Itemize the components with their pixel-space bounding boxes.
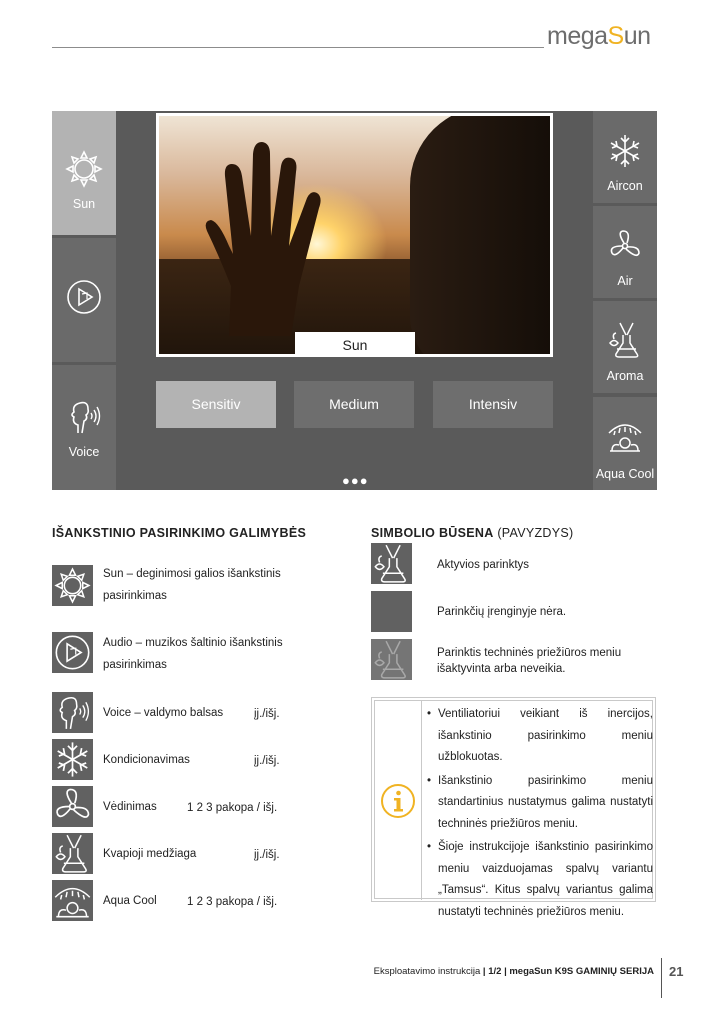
tile-audio[interactable] [52,238,116,362]
status-active-icon-box [371,543,412,584]
option-air-label: Vėdinimas [103,801,157,813]
aqua-cool-option-icon-box [52,880,93,921]
snowflake-icon [607,133,643,169]
status-active-text: Aktyvios parinktys [437,559,530,571]
aroma-icon [606,321,644,359]
tile-sun[interactable] [52,111,116,235]
status-heading: SIMBOLIO BŪSENA (PAVYZDYS) [371,526,574,540]
voice-option-icon-box [52,692,93,733]
status-disabled-icon-box [371,639,412,680]
sun-preview-photo [156,113,553,357]
aroma-option-icon-box [52,833,93,874]
option-sun-line2: pasirinkimas [103,590,167,602]
sun-icon [52,565,93,606]
tile-sun-label: Sun [72,197,96,211]
option-aqua-cool-state: 1 2 3 pakopa / išj. [187,896,278,908]
audio-play-icon [52,632,93,673]
status-disabled-text: Parinktis techninės priežiūros meniu išaktyvinta arba neveikia. [437,647,622,675]
option-aircon-state: įj./išj. [254,755,280,767]
sun-icon [64,149,104,189]
info-icon [380,783,416,819]
tile-aroma-label: Aroma [606,369,644,383]
fan-icon [607,228,643,264]
tile-voice-label: Voice [68,445,100,459]
option-audio-line1: Audio – muzikos šaltinio išankstinis [103,637,283,649]
status-none-text: Parinkčių įrenginyje nėra. [437,606,567,618]
pager-dots[interactable]: ●●● [342,473,369,488]
info-icon-cell [375,701,422,900]
info-note-box [371,697,656,918]
aircon-option-icon-box [52,739,93,780]
tile-aroma[interactable] [593,301,657,393]
tile-air-label: Air [617,274,633,288]
left-tile-column [52,111,116,490]
option-audio-line2: pasirinkimas [103,659,167,671]
tile-aqua-cool-label: Aqua Cool [595,467,655,481]
option-air-state: 1 2 3 pakopa / išj. [187,802,278,814]
tile-air[interactable] [593,206,657,298]
fan-icon [52,786,93,827]
footer-text: Eksploatavimo instrukcija | 1/2 | megaSun K9S GAMINIŲ SERIJA [373,966,654,977]
option-aqua-cool-label: Aqua Cool [103,895,157,907]
megasun-logo: megaSun [547,22,651,50]
note-item-2: • Išankstinio pasirinkimo meniu standartinius nustatymus galima nustatyti techninės priežiūros meniu. [427,771,653,836]
option-sun-line1: Sun – deginimosi galios išankstinis [103,568,281,580]
option-aircon-label: Kondicionavimas [103,754,190,766]
snowflake-icon [52,739,93,780]
option-aroma-label: Kvapioji medžiaga [103,848,197,860]
voice-icon [52,692,93,733]
voice-icon [64,397,104,437]
audio-option-icon-box [52,632,93,673]
options-heading: IŠANKSTINIO PASIRINKIMO GALIMYBĖS [52,526,307,540]
aqua-cool-icon [606,417,644,455]
audio-play-icon [65,278,103,316]
option-aroma-state: įj./išj. [254,849,280,861]
status-none-icon-box [371,591,412,632]
aroma-icon [52,833,93,874]
hand-silhouette [199,136,339,336]
air-option-icon-box [52,786,93,827]
mode-medium-button[interactable]: Medium [294,381,414,428]
aroma-icon [371,543,412,584]
right-tile-column [593,111,657,490]
page-number: 21 [669,964,684,979]
info-note-inner [374,700,653,918]
aroma-icon [371,639,412,680]
mode-intensiv-button[interactable]: Intensiv [433,381,553,428]
control-panel-mockup [52,111,657,490]
footer-divider [661,958,662,998]
option-voice-state: įj./išj. [254,708,280,720]
sun-option-icon-box [52,565,93,606]
note-item-3: • Šioje instrukcijoje išankstinio pasirinkimo meniu vaizduojamas spalvų variantu „Tamsus“. Kitus spalvų variantus galima nustatyti techninės priežiūros meniu. [427,837,653,923]
tile-aircon-label: Aircon [607,179,643,193]
header-rule [52,47,544,48]
tile-aircon[interactable] [593,111,657,203]
photo-caption: Sun [295,332,415,357]
tile-aqua-cool[interactable] [593,397,657,490]
option-voice-label: Voice – valdymo balsas [103,707,224,719]
note-item-1: • Ventiliatoriui veikiant iš inercijos, išankstinio pasirinkimo meniu užblokuotas. [427,704,653,769]
aqua-cool-icon [52,880,93,921]
mode-sensitiv-button[interactable]: Sensitiv [156,381,276,428]
info-note-list [427,704,653,925]
person-silhouette [410,113,553,357]
tile-voice[interactable] [52,365,116,490]
